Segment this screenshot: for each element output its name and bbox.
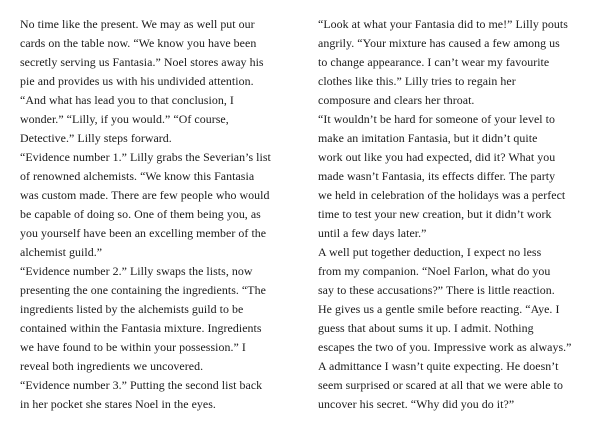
text-line: in her pocket she stares Noel in the eyes. [20,397,216,411]
text-line: A admittance I wasn’t quite expecting. He doesn’t [318,359,559,373]
text-line: “Evidence number 2.” Lilly swaps the lists, now [20,264,253,278]
text-line: pie and provides us with his undivided attention. [20,74,254,88]
text-line: alchemist guild.” [20,245,103,259]
text-line: you yourself have been an excelling member of the [20,226,267,240]
text-line: work out like you had expected, did it? What you [318,150,556,164]
text-line: angrily. “Your mixture has caused a few among us [318,36,560,50]
text-line: “Evidence number 3.” Putting the second list back [20,378,263,392]
text-line: made wasn’t Fantasia, its effects differ. The party [318,169,556,183]
text-line: He gives us a gentle smile before reacting. “Aye. I [318,302,560,316]
text-line: “Evidence number 1.” Lilly grabs the Severian’s list [20,150,271,164]
text-line: of renowned alchemists. “We know this Fantasia [20,169,255,183]
text-line: “Look at what your Fantasia did to me!” Lilly pouts [318,17,568,31]
text-line: say to these accusations?” There is little reaction. [318,283,555,297]
text-line: from my companion. “Noel Farlon, what do you [318,264,551,278]
right-page-text [318,15,582,414]
text-line: A well put together deduction, I expect no less [318,245,542,259]
text-line: we held in celebration of the holidays was a perfect [318,188,566,202]
text-line: seem surprised or scared at all that we were able to [318,378,563,392]
text-line: contained within the Fantasia mixture. Ingredients [20,321,262,335]
text-line: “And what has lead you to that conclusion, I [20,93,234,107]
text-line: clothes like this.” Lilly tries to regain her [318,74,516,88]
text-line: we have found to be within your possession.” I [20,340,246,354]
text-line: presenting the one containing the ingredients. “The [20,283,266,297]
text-line: cards on the table now. “We know you have been [20,36,257,50]
text-line: escapes the two of you. Impressive work as always.” [318,340,572,354]
text-line: wonder.” “Lilly, if you would.” “Of course, [20,112,229,126]
text-line: No time like the present. We may as well put our [20,17,255,31]
text-line: to change appearance. I can’t wear my favourite [318,55,550,69]
text-line: until a few days later.” [318,226,427,240]
text-line: time to test your new creation, but it didn’t work [318,207,552,221]
text-line: composure and clears her throat. [318,93,475,107]
text-line: “It wouldn’t be hard for someone of your level to [318,112,556,126]
text-line: guess that about sums it up. I admit. Nothing [318,321,534,335]
left-page-text [20,15,284,414]
text-line: be capable of doing so. One of them being you, as [20,207,261,221]
text-line: uncover his secret. “Why did you do it?” [318,397,515,411]
text-line: reveal both ingredients we uncovered. [20,359,204,373]
text-line: secretly serving us Fantasia.” Noel stores away his [20,55,264,69]
text-line: was custom made. There are few people who would [20,188,270,202]
text-line: Detective.” Lilly steps forward. [20,131,172,145]
text-line: make an imitation Fantasia, but it didn’t quite [318,131,538,145]
text-line: ingredients listed by the alchemists guild to be [20,302,244,316]
